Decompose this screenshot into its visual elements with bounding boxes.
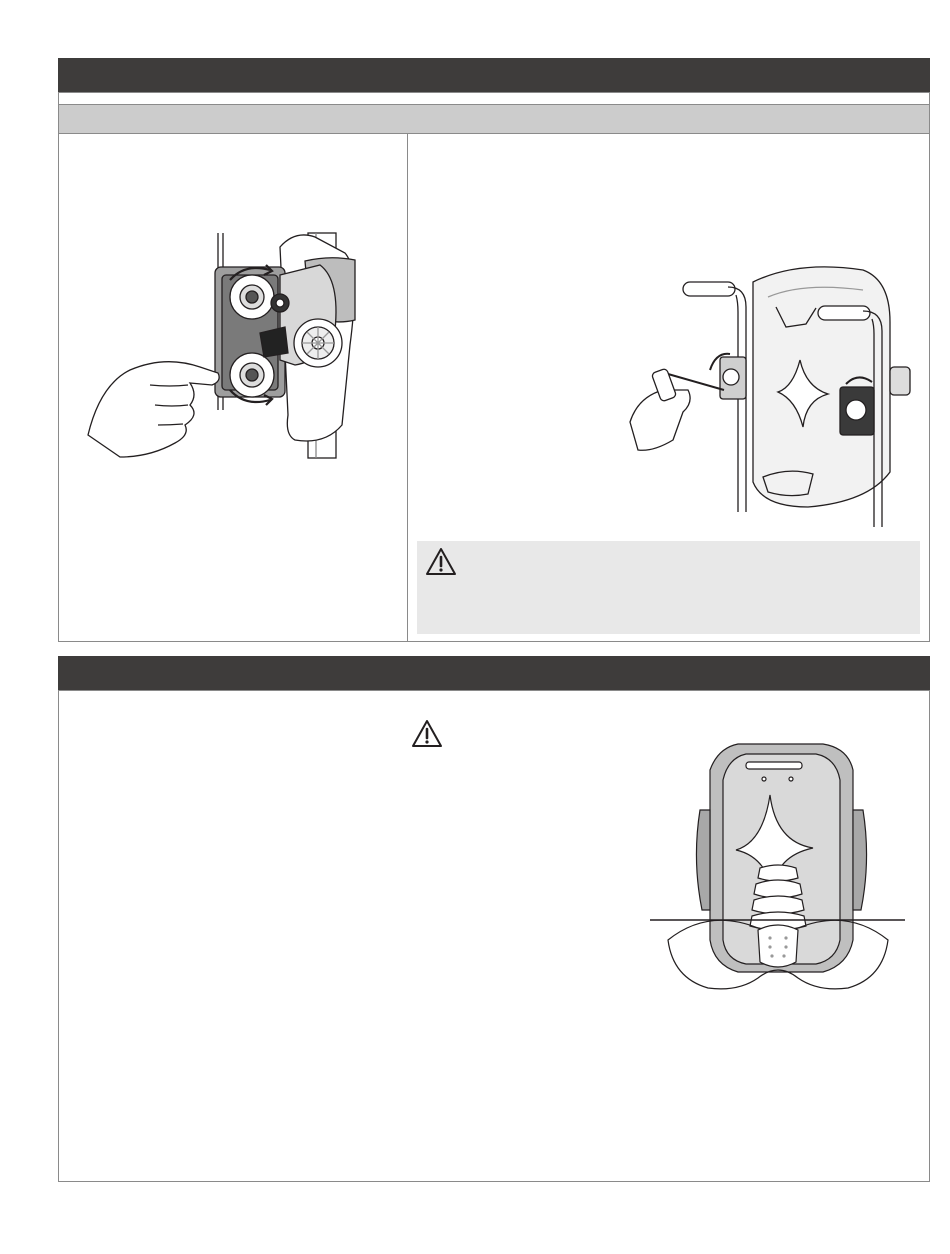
section-two-header-bar xyxy=(58,656,930,690)
subsection-header-bar xyxy=(59,104,929,134)
warning-box xyxy=(417,541,920,634)
warning-triangle-icon xyxy=(425,547,457,577)
section-header-bar xyxy=(58,58,930,92)
back-frame-adjustment-figure xyxy=(628,262,923,527)
column-divider xyxy=(407,133,408,641)
warning-triangle-icon xyxy=(411,719,443,749)
clamp-adjustment-figure xyxy=(80,225,360,460)
spine-alignment-figure xyxy=(648,740,908,995)
